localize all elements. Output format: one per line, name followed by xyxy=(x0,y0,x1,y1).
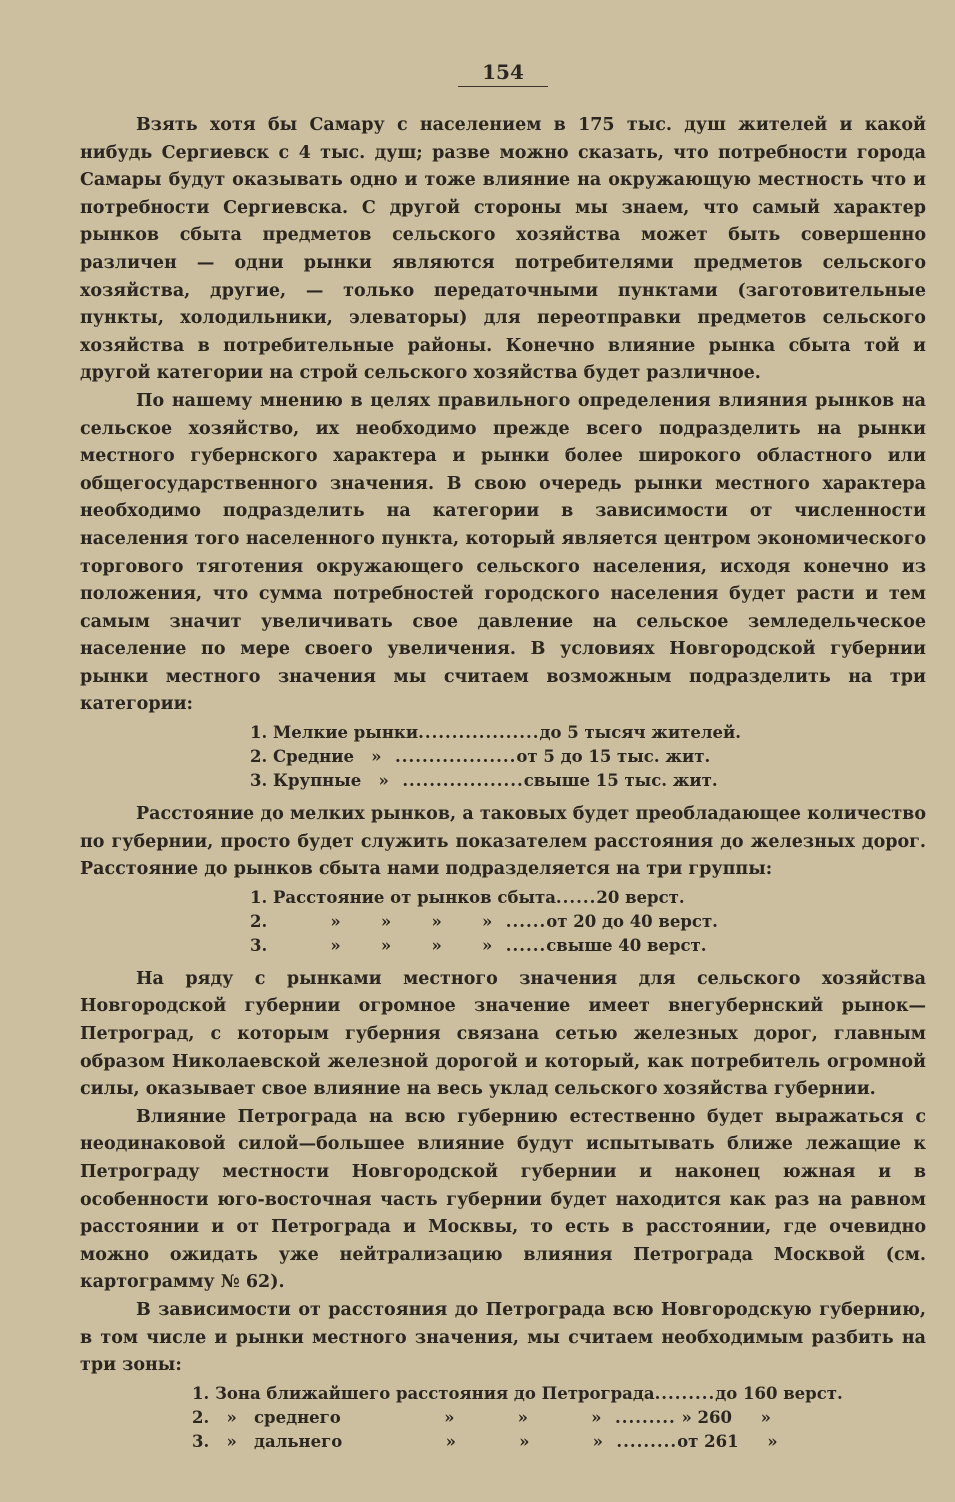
list-item-label: 1. Зона ближайшего расстояния до Петрограда xyxy=(192,1383,655,1403)
list-item-value: от 261 » xyxy=(677,1431,778,1451)
leader-dots: .................. xyxy=(388,771,524,791)
paragraph-6: В зависимости от расстояния до Петрограда всю Новгородскую губернию, в том числе и рынки местного значения, мы считаем необходимым разбить на три зоны: xyxy=(80,1299,926,1376)
list-item-value: от 20 до 40 верст. xyxy=(546,911,718,931)
paragraph-5: Влияние Петрограда на всю губернию естественно будет выражаться с неодинаковой силой—большее влияние будут испытывать ближе лежащие к Петрограду местности Новгородской губернии и наконец южная и в особенности юго-восточная часть губернии будет находится как раз на равном расстоянии и от Петрограда и Москвы, то есть в расстоянии, где очевидно можно ожидать уже нейтрализацию влияния Петрограда Москвой (см. картограмму № 62). xyxy=(80,1106,926,1293)
distance-groups-list xyxy=(80,886,926,958)
list-item-label: 2. Средние » xyxy=(250,747,382,767)
leader-dots: ...... xyxy=(555,887,597,907)
list-item xyxy=(250,910,926,934)
paragraph-2: По нашему мнению в целях правильного определения влияния рынков на сельское хозяйство, их необходимо прежде всего подразделить на рынки местного губернского характера и рынки более широкого областного или общегосударственного значения. В свою очередь рынки местного характера необходимо подразделить на категории в зависимости от численности населения того населенного пункта, который является центром экономического торгового тяготения окружающего сельского населения, исходя конечно из положения, что сумма потребностей городского населения будет расти и тем самым значит увеличивать свое давление на сельское земледельческое население по мере своего увеличения. В условиях Новгородской губернии рынки местного значения мы считаем возможным подразделить на три категории: xyxy=(80,390,926,715)
list-item-value: до 5 тысяч жителей. xyxy=(539,723,742,743)
list-item-label: 1. Расстояние от рынков сбыта xyxy=(250,887,556,907)
list-item-value: свыше 40 верст. xyxy=(546,935,707,955)
list-item-label: 2. » » » » xyxy=(250,911,493,931)
list-item xyxy=(192,1406,926,1430)
list-item-value: от 5 до 15 тыс. жит. xyxy=(516,747,711,767)
list-item xyxy=(192,1382,926,1406)
paragraph-1: Взять хотя бы Самару с населением в 175 тыс. душ жителей и какой нибудь Сергиевск с 4 тыс. душ; разве можно сказать, что потребности города Самары будут оказывать одно и тоже влияние на окружающую местность что и потребности Сергиевска. С другой стороны мы знаем, что самый характер рынков сбыта предметов сельского хозяйства может быть совершенно различен — одни рынки являются потребителями предметов сельского хозяйства, другие, — только передаточными пунктами (заготовительные пункты, холодильники, элеваторы) для переотправки предметов сельского хозяйства в потребительные районы. Конечно влияние рынка сбыта той и другой категории на строй сельского хозяйства будет различное. xyxy=(80,115,926,384)
list-item-value: свыше 15 тыс. жит. xyxy=(523,771,718,791)
list-item xyxy=(192,1430,926,1454)
list-item-value: » 260 » xyxy=(675,1407,771,1427)
paragraph-3: Расстояние до мелких рынков, а таковых будет преобладающее количество по губернии, просто будет служить показателем расстояния до железных дорог. Расстояние до рынков сбыта нами подразделяется на три группы: xyxy=(80,804,926,880)
leader-dots: .................. xyxy=(418,723,540,743)
list-item-value: 20 верст. xyxy=(596,887,685,907)
list-item xyxy=(250,745,926,769)
list-item-label: 1. Мелкие рынки xyxy=(250,723,419,743)
leader-dots: ...... xyxy=(492,911,547,931)
leader-dots: ......... xyxy=(654,1383,716,1403)
market-categories-list xyxy=(80,721,926,793)
leader-dots: ...... xyxy=(492,935,547,955)
page-number: 154 xyxy=(458,60,548,87)
list-item-value: до 160 верст. xyxy=(715,1383,843,1403)
list-item-label: 3. Крупные » xyxy=(250,771,389,791)
leader-dots: .................. xyxy=(381,747,517,767)
list-item xyxy=(250,769,926,793)
list-item-label: 2. » среднего » » » xyxy=(192,1407,602,1427)
list-item xyxy=(250,886,926,910)
leader-dots: ......... xyxy=(602,1431,678,1451)
list-item-label: 3. » » » » xyxy=(250,935,493,955)
body-text xyxy=(80,112,926,1462)
leader-dots: ......... xyxy=(601,1407,676,1427)
zones-list xyxy=(80,1382,926,1454)
list-item xyxy=(250,934,926,958)
paragraph-4: На ряду с рынками местного значения для сельского хозяйства Новгородской губернии огромное значение имеет внегубернский рынок—Петроград, с которым губерния связана сетью железных дорог, главным образом Николаевской железной дорогой и который, как потребитель огромной силы, оказывает свое влияние на весь уклад сельского хозяйства губернии. xyxy=(80,968,926,1100)
list-item xyxy=(250,721,926,745)
list-item-label: 3. » дальнего » » » xyxy=(192,1431,603,1451)
